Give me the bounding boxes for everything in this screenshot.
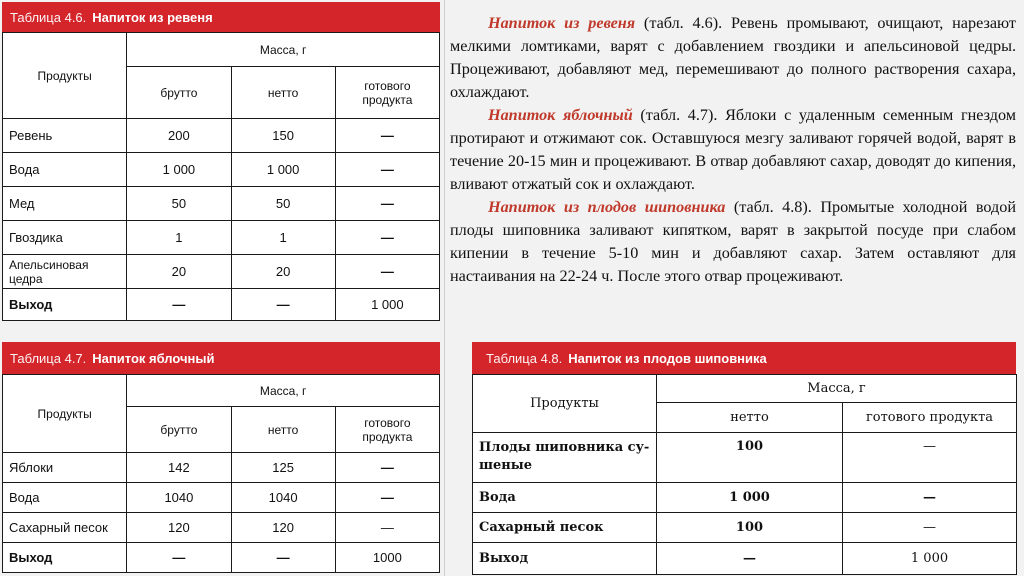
recipe-table [472,374,1017,575]
output-row [3,289,440,321]
table-4-7 [2,342,440,573]
col-mass-header: Масса, г [657,375,1017,403]
product-cell: Сахарный песок [473,513,657,543]
ready-cell: — [335,187,439,221]
product-line1: Плоды шиповника су- [479,440,650,455]
table-header-bar [2,342,440,374]
netto-cell: 1 000 [657,483,843,513]
recipe-title-rosehip: Напиток из плодов шиповника [488,198,726,216]
table-row [3,153,440,187]
table-number: Таблица 4.6. [10,9,87,25]
product-cell: Апельсиновая цедра [3,255,127,289]
brutto-cell: — [127,289,231,321]
netto-cell: 1 000 [231,153,335,187]
table-row [3,221,440,255]
ready-cell: — [843,513,1017,543]
table-4-8 [472,342,1016,575]
paragraph-apple [450,104,1016,196]
table-number: Таблица 4.7. [10,350,87,366]
netto-cell: 100 [657,433,843,483]
table-row [473,433,1017,483]
recipe-text-rhubarb: (табл. 4.6). Ревень промывают, очищают, нарезают мелкими ломтиками, варят с добавлением гвоздики и апельсиновой цедры. Процеживают, добавляют мед, перемешивают до полного растворения сахара, охлаждают. [450,14,1016,101]
netto-cell: 125 [231,453,335,483]
col-ready-line1: готового [364,415,411,430]
product-cell: Выход [3,289,127,321]
paragraph-rhubarb [450,12,1016,104]
ready-cell: 1 000 [843,543,1017,575]
col-netto-header: нетто [657,403,843,433]
ready-cell: — [335,453,439,483]
ready-cell: — [335,483,439,513]
col-ready-line1: готового [364,78,411,93]
col-brutto-header: брутто [127,67,231,119]
col-ready-header [335,67,439,119]
netto-cell: — [231,543,335,573]
brutto-cell: 200 [127,119,231,153]
table-row [3,453,440,483]
product-cell: Вода [473,483,657,513]
netto-cell: 100 [657,513,843,543]
brutto-cell: 120 [127,513,231,543]
paragraph-rosehip [450,196,1016,288]
product-cell: Ревень [3,119,127,153]
netto-cell: 1040 [231,483,335,513]
netto-cell: 150 [231,119,335,153]
table-number: Таблица 4.8. [486,350,563,366]
col-ready-header: готового продукта [843,403,1017,433]
table-row [473,483,1017,513]
table-row [3,187,440,221]
table-row [473,513,1017,543]
brutto-cell: 1040 [127,483,231,513]
brutto-cell: 50 [127,187,231,221]
table-row [3,255,440,289]
netto-cell: 1 [231,221,335,255]
recipe-table [2,32,440,321]
table-title: Напиток из плодов шиповника [568,350,767,366]
col-mass-header: Масса, г [127,33,440,67]
col-netto-header: нетто [231,67,335,119]
output-row [3,543,440,573]
table-header-bar [472,342,1016,374]
col-brutto-header: брутто [127,407,231,453]
netto-cell: 20 [231,255,335,289]
recipe-text-rosehip: (табл. 4.8). Промытые холодной водой плоды шиповника заливают кипятком, варят в закрытой посуде при слабом кипении в течение 5-10 мин и добавляют сахар. Затем оставляют для настаивания на 22-24 ч. После этого отвар процеживают. [450,198,1016,285]
brutto-cell: 20 [127,255,231,289]
ready-cell: 1 000 [335,289,439,321]
recipe-title-apple: Напиток яблочный [488,106,633,124]
product-line2: шеные [479,458,533,473]
product-cell: Сахарный песок [3,513,127,543]
recipe-table [2,374,440,573]
brutto-cell: 1 000 [127,153,231,187]
netto-cell: 50 [231,187,335,221]
netto-cell: — [657,543,843,575]
recipe-description [450,12,1016,288]
col-products-header: Продукты [3,375,127,453]
col-netto-header: нетто [231,407,335,453]
product-cell [473,433,657,483]
brutto-cell: 142 [127,453,231,483]
ready-cell: — [335,255,439,289]
table-header-bar [2,2,440,32]
table-title: Напиток из ревеня [92,9,213,25]
product-cell: Выход [3,543,127,573]
netto-cell: — [231,289,335,321]
col-products-header: Продукты [3,33,127,119]
product-cell: Яблоки [3,453,127,483]
table-row [3,513,440,543]
product-cell: Мед [3,187,127,221]
table-4-6 [2,2,440,321]
col-mass-header: Масса, г [127,375,440,407]
col-products-header: Продукты [473,375,657,433]
recipe-title-rhubarb: Напиток из ревеня [488,14,636,32]
ready-cell: — [843,433,1017,483]
table-row [3,119,440,153]
ready-cell: — [335,513,439,543]
ready-cell: — [335,119,439,153]
background-divider [444,0,445,576]
col-ready-header [335,407,439,453]
product-cell: Вода [3,483,127,513]
product-cell: Гвоздика [3,221,127,255]
col-ready-line2: продукта [362,429,413,444]
netto-cell: 120 [231,513,335,543]
output-row [473,543,1017,575]
table-row [3,483,440,513]
table-title: Напиток яблочный [92,350,215,366]
brutto-cell: — [127,543,231,573]
brutto-cell: 1 [127,221,231,255]
ready-cell: — [335,221,439,255]
col-ready-line2: продукта [362,92,413,107]
ready-cell: — [335,153,439,187]
ready-cell: 1000 [335,543,439,573]
ready-cell: — [843,483,1017,513]
product-cell: Выход [473,543,657,575]
recipe-text-apple: (табл. 4.7). Яблоки с удаленным семенным гнездом протирают и отжимают сок. Оставшуюся мезгу заливают горячей водой, варят в течение 20-15 мин и процеживают. В отвар добавляют сахар, доводят до кипения, вливают отжатый сок и охлаждают. [450,106,1016,193]
product-cell: Вода [3,153,127,187]
